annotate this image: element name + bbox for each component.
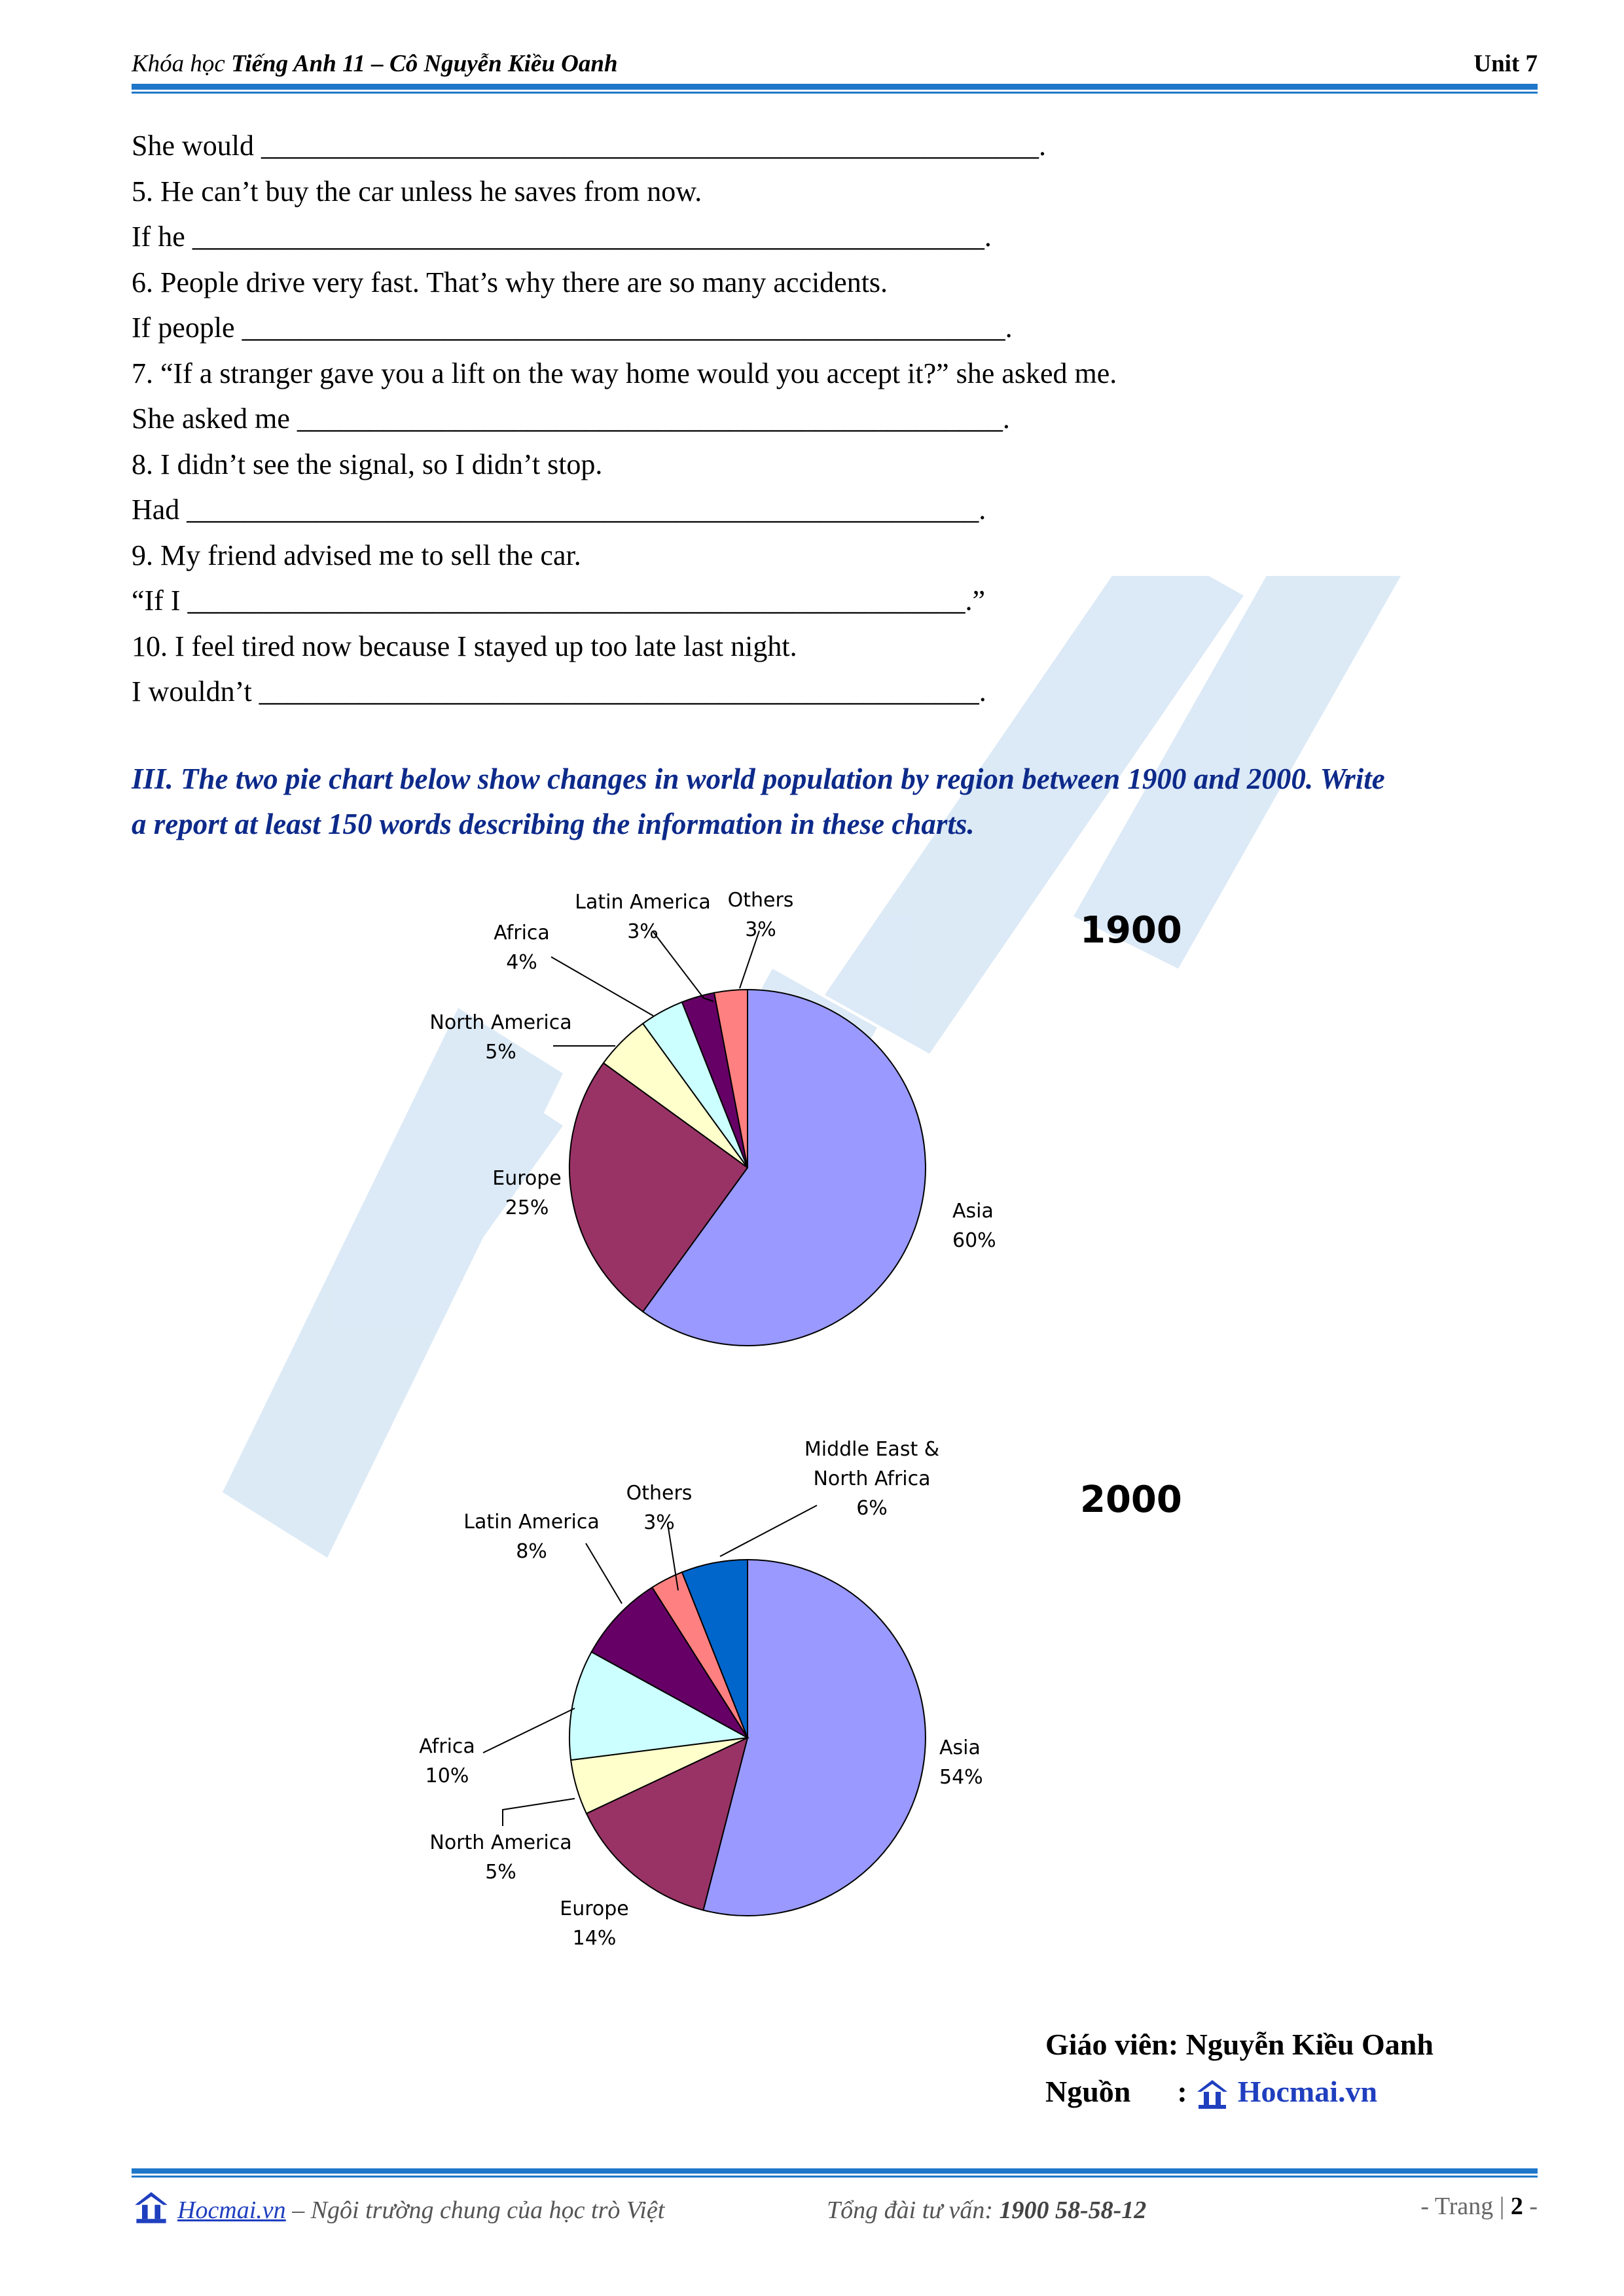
footer-site xyxy=(177,2196,664,2225)
slice-label: Asia 54% xyxy=(939,1736,983,1789)
exercise-line: I wouldn’t __________________________________________________. xyxy=(132,675,986,708)
pie-chart-1900-svg xyxy=(406,884,1224,1381)
slice-label: Latin America 3% xyxy=(575,891,711,943)
exercise-line: 6. People drive very fast. That’s why there are so many accidents. xyxy=(132,266,888,298)
page-number-value: 2 xyxy=(1510,2193,1523,2220)
hotline-number: 1900 58-58-12 xyxy=(999,2197,1147,2224)
slice-label: North America 5% xyxy=(429,1011,572,1064)
course-name: Tiếng Anh 11 – Cô Nguyễn Kiều Oanh xyxy=(231,50,618,77)
leader-line xyxy=(551,957,653,1016)
hocmai-logo-icon xyxy=(132,2189,171,2233)
leader-line xyxy=(653,932,713,1001)
source-line xyxy=(1045,2068,1434,2115)
exercise-line: 10. I feel tired now because I stayed up too late last night. xyxy=(132,630,797,662)
page-suffix: - xyxy=(1523,2193,1538,2220)
exercise-line: 7. “If a stranger gave you a lift on the way home would you accept it?” she asked me. xyxy=(132,357,1117,389)
slice-label: Middle East & North Africa 6% xyxy=(804,1440,940,1520)
course-prefix: Khóa học xyxy=(132,50,232,77)
header-rule xyxy=(132,84,1538,90)
chart-title: 2000 xyxy=(1080,1479,1182,1521)
task-line: III. The two pie chart below show changes in world population by region between 1900 and 2000. Write xyxy=(132,762,1385,795)
page-number xyxy=(1420,2192,1538,2221)
slice-label: Asia 60% xyxy=(952,1200,996,1252)
teacher-line: Giáo viên: Nguyễn Kiều Oanh xyxy=(1045,2028,1434,2061)
header-rule-thin xyxy=(132,92,1538,94)
exercise-line: If he _______________________________________________________. xyxy=(132,221,992,253)
exercise-line: She asked me _________________________________________________. xyxy=(132,403,1010,435)
leader-line xyxy=(483,1708,575,1753)
exercise-line: 9. My friend advised me to sell the car. xyxy=(132,539,581,571)
source-site-link[interactable]: Hocmai.vn xyxy=(1237,2075,1378,2108)
exercise-line: She would ______________________________________________________. xyxy=(132,130,1046,162)
footer-tagline: – Ngôi trường chung của học trò Việt xyxy=(285,2197,665,2224)
slice-label: Latin America 8% xyxy=(463,1511,600,1563)
source-label: Nguồn xyxy=(1045,2075,1131,2108)
exercise-line: “If I ______________________________________________________.” xyxy=(132,584,986,617)
chart-title: 1900 xyxy=(1080,909,1182,952)
exercise-line: If people _____________________________________________________. xyxy=(132,312,1013,344)
source-separator: : xyxy=(1177,2075,1187,2108)
unit-label: Unit 7 xyxy=(1473,50,1538,77)
slice-label: Europe 25% xyxy=(492,1167,562,1219)
task-line: a report at least 150 words describing the information in these charts. xyxy=(132,808,975,840)
hotline-label: Tổng đài tư vấn: xyxy=(827,2197,1000,2224)
page-footer xyxy=(132,2189,1538,2229)
exercise-section xyxy=(132,123,1538,715)
slice-label: Africa 10% xyxy=(419,1735,475,1787)
slice-label: Africa 4% xyxy=(494,922,550,974)
hocmai-logo-icon xyxy=(1195,2077,1230,2111)
leader-line xyxy=(720,1505,817,1556)
course-title xyxy=(132,46,618,82)
leader-line xyxy=(503,1799,575,1826)
slice-label: North America 5% xyxy=(429,1831,572,1884)
exercise-line: Had _______________________________________________________. xyxy=(132,493,986,526)
footer-site-link[interactable]: Hocmai.vn xyxy=(177,2197,286,2224)
exercise-line: 8. I didn’t see the signal, so I didn’t stop. xyxy=(132,448,603,480)
pie-chart-2000 xyxy=(406,1440,1224,1950)
footer-rule xyxy=(132,2168,1538,2174)
footer-rule-thin xyxy=(132,2176,1538,2178)
exercise-line: 5. He can’t buy the car unless he saves from now. xyxy=(132,175,702,207)
pie-chart-2000-svg xyxy=(406,1440,1224,1950)
footer-hotline xyxy=(827,2196,1146,2225)
leader-line xyxy=(586,1543,622,1604)
pie-chart-1900 xyxy=(406,884,1224,1381)
slice-label: Others 3% xyxy=(727,889,794,941)
page-header xyxy=(132,46,1538,82)
task-instructions xyxy=(132,757,1538,847)
page-prefix: - Trang | xyxy=(1420,2193,1511,2220)
slice-label: Europe 14% xyxy=(560,1897,629,1950)
signature-block xyxy=(1045,2021,1434,2115)
slice-label: Others 3% xyxy=(626,1482,693,1534)
